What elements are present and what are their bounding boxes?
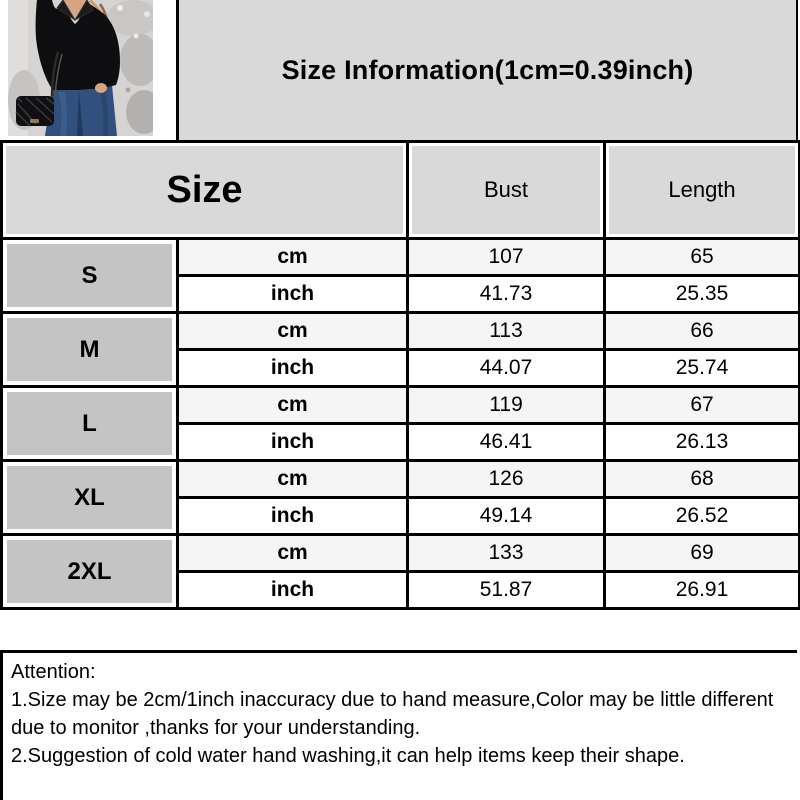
table-row [2, 461, 800, 498]
length-inch-value: 26.91 [605, 572, 800, 609]
column-header-bust: Bust [408, 142, 605, 239]
table-row [2, 387, 800, 424]
unit-label-cm: cm [178, 313, 408, 350]
bust-cm-value: 126 [408, 461, 605, 498]
product-photo-illustration [8, 0, 153, 136]
bust-inch-value: 49.14 [408, 498, 605, 535]
unit-label-inch: inch [178, 498, 408, 535]
size-table [0, 140, 800, 610]
page-title: Size Information(1cm=0.39inch) [281, 54, 694, 85]
length-inch-value: 26.52 [605, 498, 800, 535]
unit-label-inch: inch [178, 276, 408, 313]
unit-label-inch: inch [178, 572, 408, 609]
length-cm-value: 67 [605, 387, 800, 424]
attention-note-1: 1.Size may be 2cm/1inch inaccuracy due to hand measure,Color may be little different due to monitor ,thanks for your understanding. [11, 689, 774, 739]
unit-label-inch: inch [178, 350, 408, 387]
size-label-m: M [2, 313, 178, 387]
table-row [2, 313, 800, 350]
bust-cm-value: 113 [408, 313, 605, 350]
size-label-xl: XL [2, 461, 178, 535]
length-cm-value: 65 [605, 239, 800, 276]
unit-label-cm: cm [178, 387, 408, 424]
bust-cm-value: 119 [408, 387, 605, 424]
bust-cm-value: 133 [408, 535, 605, 572]
table-header-row [2, 142, 800, 239]
product-photo [8, 0, 153, 136]
bust-cm-value: 107 [408, 239, 605, 276]
length-cm-value: 69 [605, 535, 800, 572]
attention-heading: Attention: [11, 661, 96, 683]
size-label-2xl: 2XL [2, 535, 178, 609]
unit-label-cm: cm [178, 535, 408, 572]
unit-label-cm: cm [178, 239, 408, 276]
table-row [2, 535, 800, 572]
size-label-l: L [2, 387, 178, 461]
table-row [2, 239, 800, 276]
bust-inch-value: 41.73 [408, 276, 605, 313]
attention-note-2: 2.Suggestion of cold water hand washing,it can help items keep their shape. [11, 745, 685, 767]
column-header-size: Size [2, 142, 408, 239]
length-cm-value: 66 [605, 313, 800, 350]
title-banner [176, 0, 798, 140]
length-cm-value: 68 [605, 461, 800, 498]
length-inch-value: 25.35 [605, 276, 800, 313]
bust-inch-value: 44.07 [408, 350, 605, 387]
bust-inch-value: 46.41 [408, 424, 605, 461]
unit-label-cm: cm [178, 461, 408, 498]
size-label-s: S [2, 239, 178, 313]
attention-box [0, 650, 797, 800]
unit-label-inch: inch [178, 424, 408, 461]
length-inch-value: 25.74 [605, 350, 800, 387]
bust-inch-value: 51.87 [408, 572, 605, 609]
column-header-length: Length [605, 142, 800, 239]
length-inch-value: 26.13 [605, 424, 800, 461]
